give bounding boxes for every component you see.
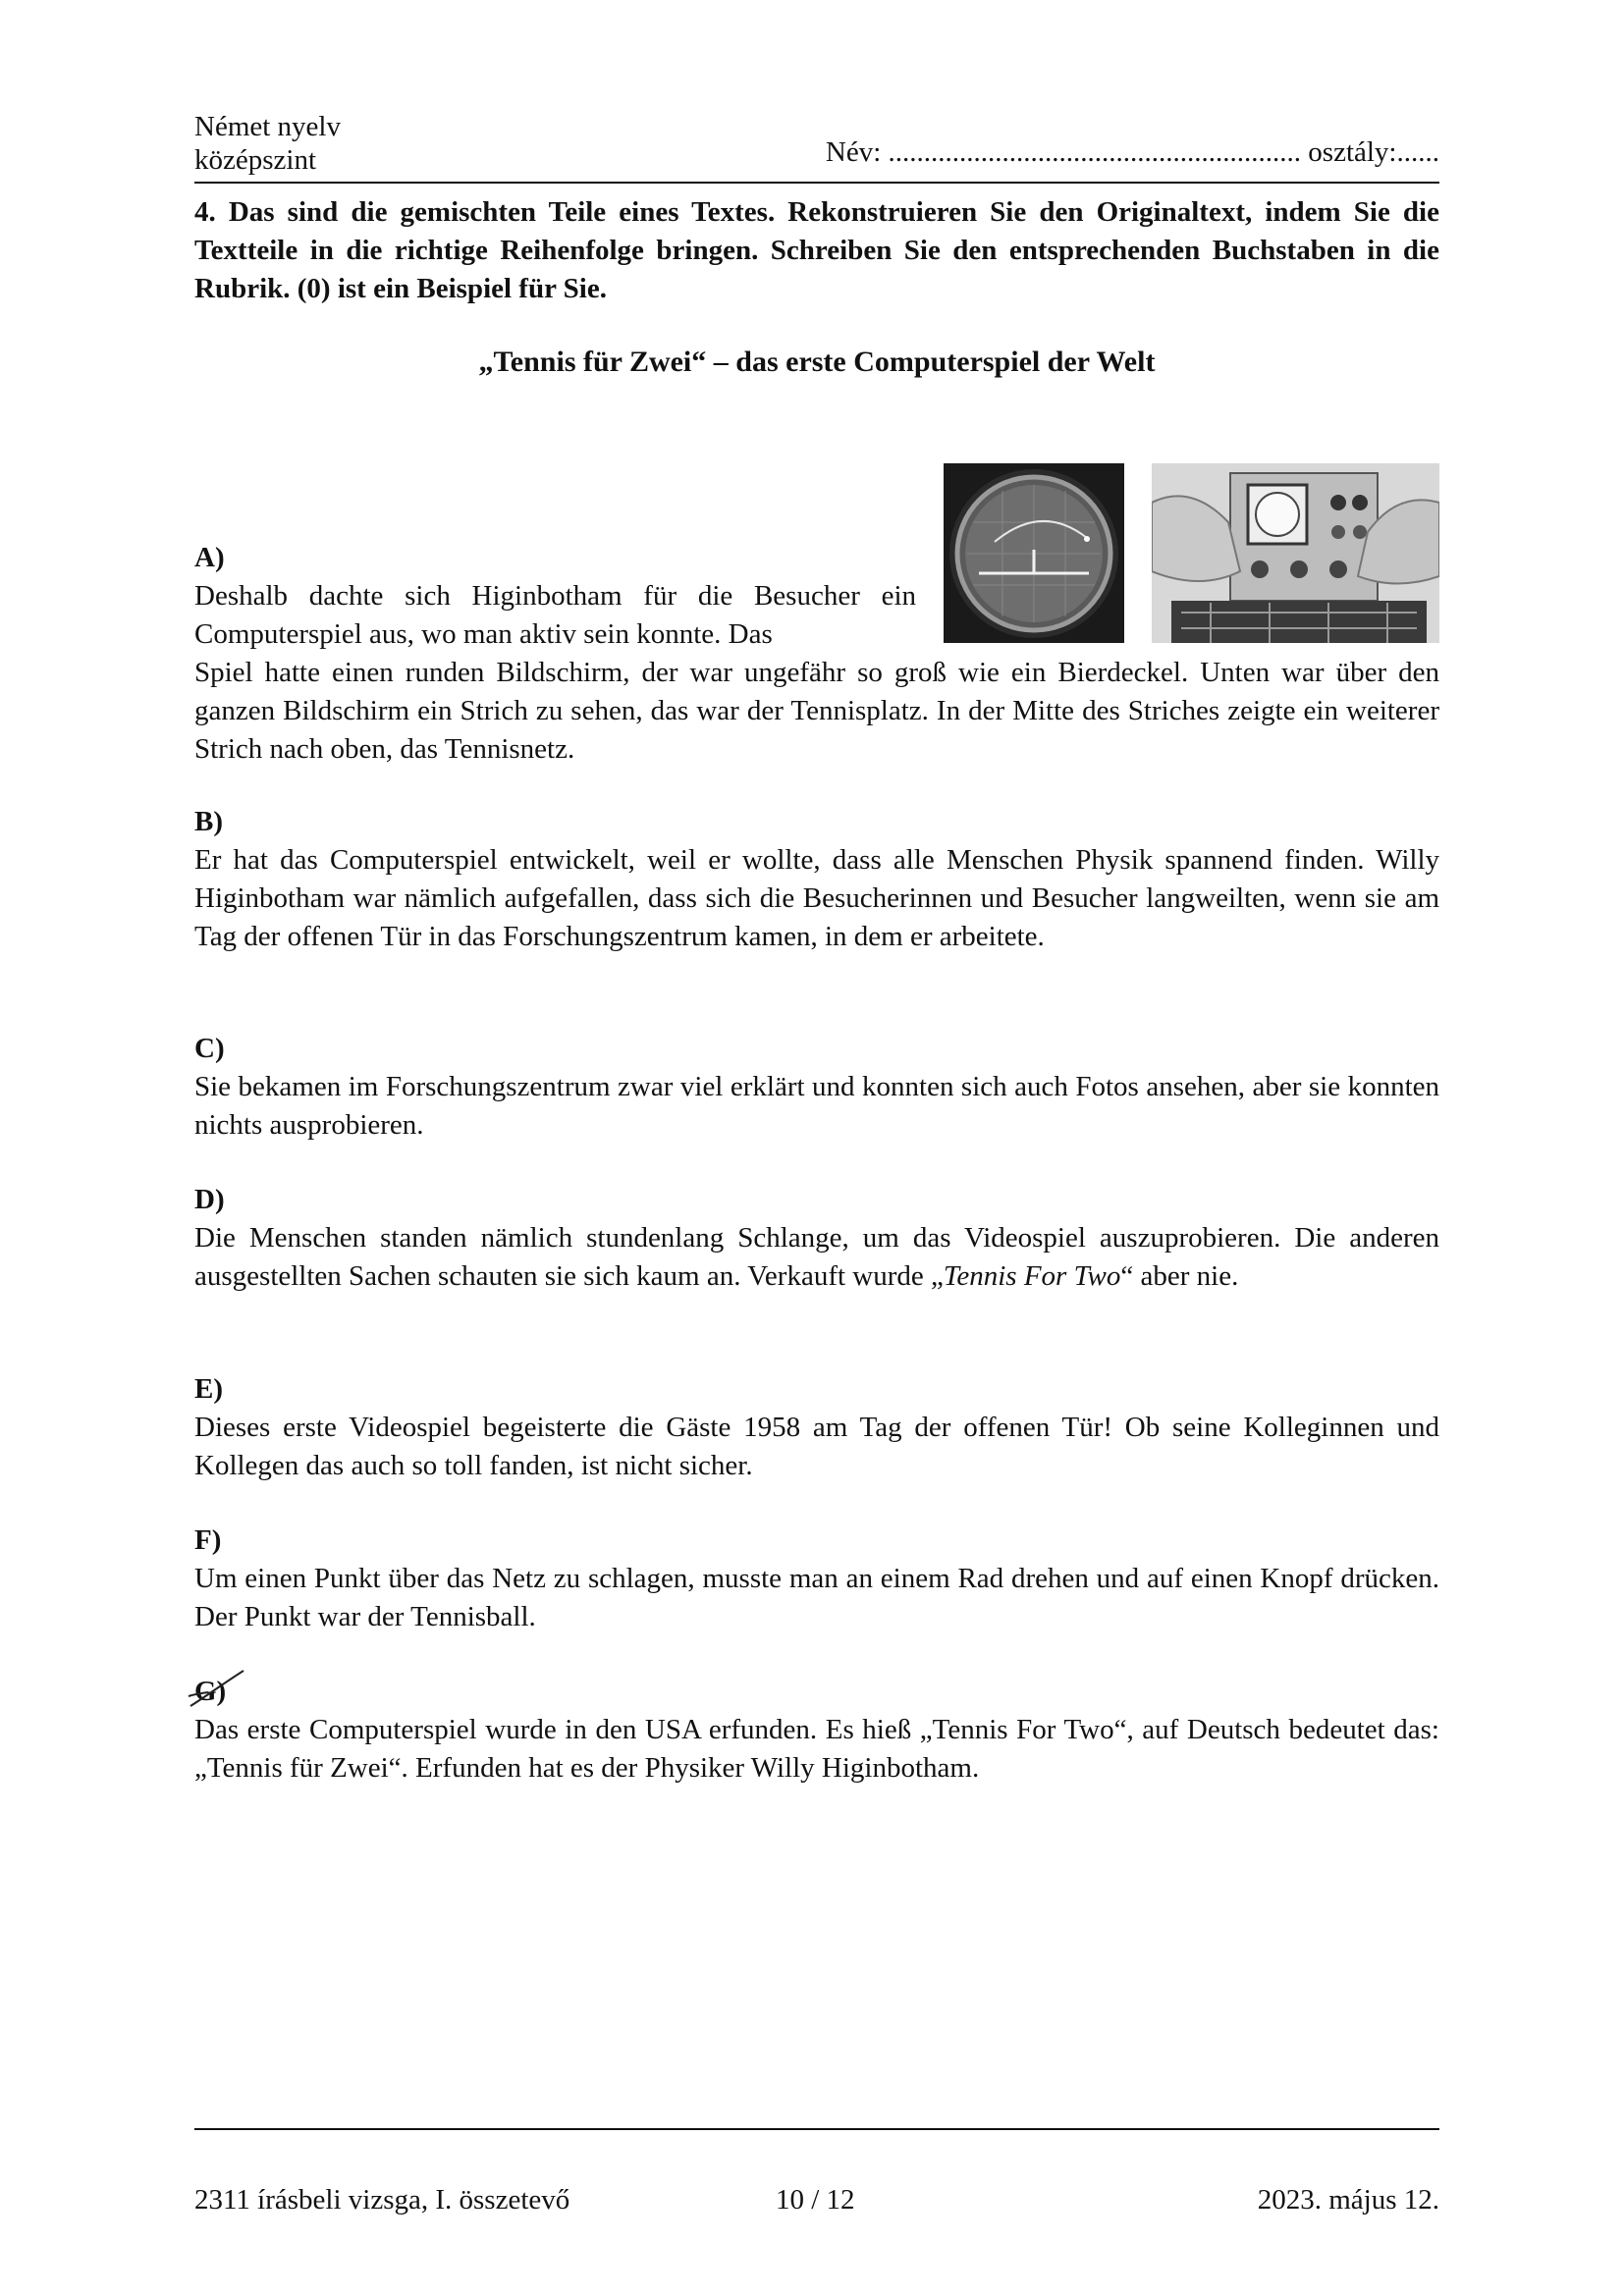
footer-divider: [194, 2128, 1439, 2130]
section-e-label: E): [194, 1373, 223, 1405]
strike-mark-icon: [187, 1667, 249, 1712]
header-left: [194, 110, 341, 177]
section-f-label: F): [194, 1524, 222, 1556]
section-f: [194, 1522, 1439, 1636]
section-b-label: B): [194, 806, 223, 837]
section-a: [194, 539, 1439, 769]
section-g-label-wrap: [194, 1673, 1439, 1711]
name-class-field: Név: .......................................................... osztály:......: [825, 136, 1439, 168]
footer-page-number: 10 / 12: [776, 2184, 855, 2216]
section-c-text: Sie bekamen im Forschungszentrum zwar viel erklärt und konnten sich auch Fotos ansehen, aber sie konnten nichts ausprobieren.: [194, 1071, 1439, 1141]
section-d-label: D): [194, 1184, 225, 1215]
section-f-text: Um einen Punkt über das Netz zu schlagen, musste man an einem Rad drehen und auf einen Knopf drücken. Der Punkt war der Tennisball.: [194, 1563, 1439, 1632]
section-g-text: Das erste Computerspiel wurde in den USA erfunden. Es hieß „Tennis For Two“, auf Deutsch bedeutet das: „Tennis für Zwei“. Erfunden hat es der Physiker Willy Higinbotham.: [194, 1714, 1439, 1784]
text-title: „Tennis für Zwei“ – das erste Computerspiel der Welt: [478, 346, 1156, 378]
section-d: [194, 1181, 1439, 1296]
section-d-text-before: Die Menschen standen nämlich stundenlang Schlange, um das Videospiel auszuprobieren. Die anderen ausgestellten Sachen schauten sie sich kaum an. Verkauft wurde „: [194, 1222, 1439, 1292]
task-instruction: 4. Das sind die gemischten Teile eines Textes. Rekonstruieren Sie den Originaltext, indem Sie die Textteile in die richtige Reihenfolge bringen. Schreiben Sie den entsprechenden Buchstaben in die Rubrik. (0) ist ein Beispiel für Sie.: [194, 196, 1439, 304]
section-d-text-after: “ aber nie.: [1120, 1260, 1239, 1292]
section-d-title-italic: Tennis For Two: [943, 1260, 1121, 1292]
section-g-label: G): [194, 1673, 226, 1711]
level-label: középszint: [194, 144, 317, 176]
subject-label: Német nyelv: [194, 111, 341, 142]
footer-date: 2023. május 12.: [1257, 2184, 1439, 2216]
section-g: [194, 1673, 1439, 1788]
section-a-label: A): [194, 542, 225, 573]
section-e-text: Dieses erste Videospiel begeisterte die Gäste 1958 am Tag der offenen Tür! Ob seine Kolleginnen und Kollegen das auch so toll fanden, ist nicht sicher.: [194, 1412, 1439, 1481]
section-a-text-wrapped: Deshalb dachte sich Higinbotham für die Besucher ein Computerspiel aus, wo man aktiv sein konnte. Das: [194, 580, 916, 650]
section-a-text: Spiel hatte einen runden Bildschirm, der war ungefähr so groß wie ein Bierdeckel. Unten war über den ganzen Bildschirm ein Strich zu sehen, das war der Tennisplatz. In der Mitte des Striches zeigte ein weiterer Strich nach oben, das Tennisnetz.: [194, 657, 1439, 765]
footer-exam-code: 2311 írásbeli vizsga, I. összetevő: [194, 2184, 570, 2216]
section-e: [194, 1370, 1439, 1485]
section-b: [194, 803, 1439, 956]
section-c: [194, 1030, 1439, 1145]
section-b-text: Er hat das Computerspiel entwickelt, weil er wollte, dass alle Menschen Physik spannend finden. Willy Higinbotham war nämlich aufgefallen, dass sich die Besucherinnen und Besucher langweilten, wenn sie am Tag der offenen Tür in das Forschungszentrum kamen, in dem er arbeitete.: [194, 844, 1439, 952]
header-divider: [194, 182, 1439, 184]
section-c-label: C): [194, 1033, 225, 1064]
